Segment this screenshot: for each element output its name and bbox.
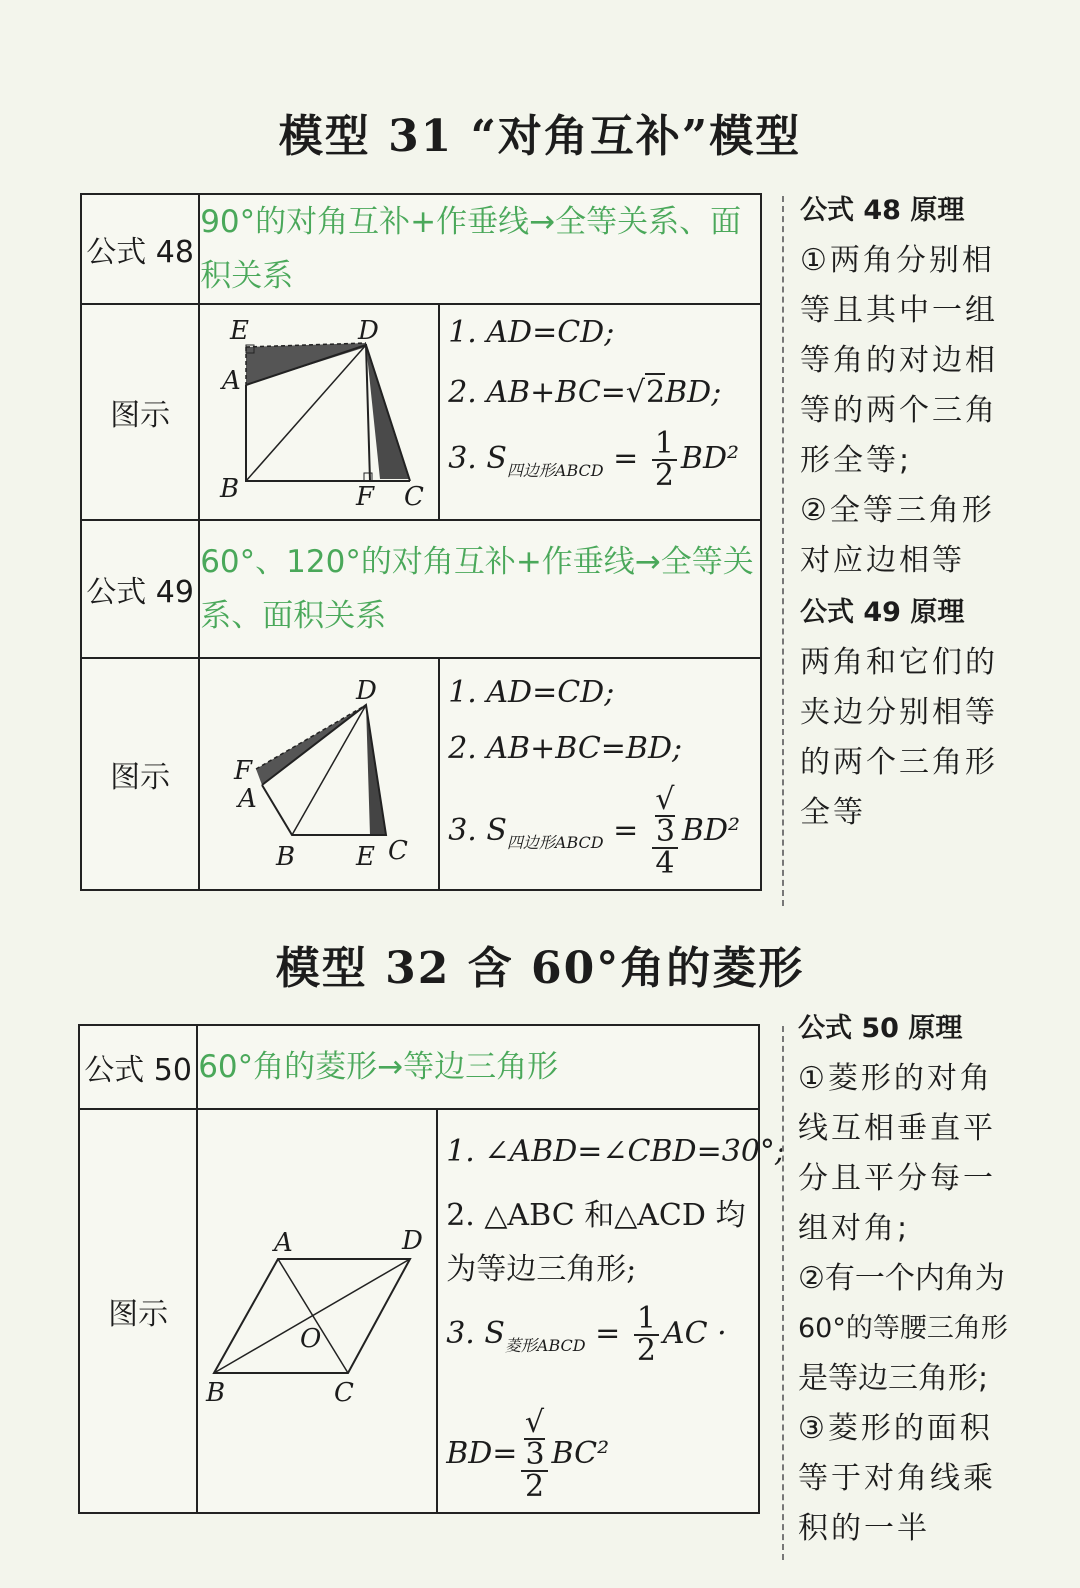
point-A: A [274, 1228, 293, 1258]
point-D: D [358, 316, 380, 346]
point-E: E [230, 316, 250, 346]
side49-line: 夹边分别相等 [800, 695, 998, 730]
side49-line: 全等 [800, 795, 866, 830]
side50-line: 等于对角线乘 [798, 1461, 996, 1496]
point-A: A [222, 366, 241, 396]
formula48-figure-label: 图示 [81, 304, 199, 520]
formula49-figure-label: 图示 [81, 658, 199, 890]
model32-table [78, 1024, 786, 1514]
formula48-diagram [200, 305, 438, 519]
formula49-figure [199, 658, 439, 890]
formula49-diagram [200, 659, 438, 889]
formula50-figure-label: 图示 [79, 1109, 197, 1513]
formula49-line1: 1. AD=CD; [448, 675, 615, 710]
formula50-line4: BD= √ 3 2 BC² [446, 1405, 610, 1504]
side50-line: 是等边三角形; [798, 1361, 989, 1396]
point-A: A [238, 784, 257, 814]
side-note-48 [800, 186, 1010, 586]
formula50-line2a: 2. △ABC 和△ACD 均 [446, 1198, 746, 1233]
model31-table [80, 193, 762, 891]
side50-line: 60°的等腰三角形 [798, 1313, 1008, 1344]
side50-line: ①菱形的对角 [798, 1061, 993, 1096]
point-D: D [402, 1226, 424, 1256]
side-note-49 [800, 588, 1010, 838]
formula48-text: 90°的对角互补+作垂线→全等关系、面积关系 [199, 194, 761, 304]
model31-title: 模型 31 “对角互补”模型 [278, 111, 802, 162]
formula48-line1: 1. AD=CD; [448, 315, 615, 350]
formula49-line2: 2. AB+BC=BD; [448, 731, 683, 766]
point-B: B [220, 474, 240, 504]
side50-line: 积的一半 [798, 1511, 930, 1546]
formula49-line3: 3. $S_{四边形ABCD}$ = √ 3 4 BD² [448, 782, 741, 881]
side48-line: ①两角分别相 [800, 243, 995, 278]
side50-line: ③菱形的面积 [798, 1411, 993, 1446]
side50-line: 分且平分每一 [798, 1161, 996, 1196]
formula48-figure [199, 304, 439, 520]
side-note-50 [798, 1004, 1008, 1554]
side48-line: 等的两个三角 [800, 393, 998, 428]
side49-heading: 公式 49 原理 [800, 597, 965, 628]
side48-line: 对应边相等 [800, 543, 965, 578]
side-divider-1 [782, 196, 784, 906]
side48-line: 等角的对边相 [800, 343, 998, 378]
formula50-line3: 3. $S_{菱形ABCD}$ = $\frac{1}{2}$ AC · [446, 1301, 727, 1368]
formula50-line1: 1. ∠ABD=∠CBD=30°; [446, 1134, 786, 1169]
formula48-line3: 3. $S_{四边形ABCD}$ = $\frac{1}{2}$ BD² [448, 426, 740, 493]
side-divider-2 [782, 1026, 784, 1560]
side48-heading: 公式 48 原理 [800, 195, 965, 226]
point-F: F [234, 756, 253, 786]
point-O: O [300, 1324, 322, 1354]
side50-line: ②有一个内角为 [798, 1261, 1005, 1296]
formula48-results [439, 304, 761, 520]
side49-line: 的两个三角形 [800, 745, 998, 780]
formula50-text: 60°角的菱形→等边三角形 [197, 1025, 759, 1109]
model32-title: 模型 32 含 60°角的菱形 [275, 943, 805, 994]
side48-line: 形全等; [800, 443, 913, 478]
formula50-results [437, 1109, 786, 1513]
point-C: C [404, 482, 425, 512]
side49-line: 两角和它们的 [800, 645, 998, 680]
point-B: B [276, 842, 296, 872]
point-C: C [388, 836, 409, 866]
formula49-text: 60°、120°的对角互补+作垂线→全等关系、面积关系 [199, 520, 761, 658]
formula49-label: 公式 49 [81, 520, 199, 658]
formula50-figure [197, 1109, 437, 1513]
point-F: F [356, 482, 375, 512]
formula49-results [439, 658, 761, 890]
side48-line: ②全等三角形 [800, 493, 995, 528]
point-D: D [356, 676, 378, 706]
side50-heading: 公式 50 原理 [798, 1013, 963, 1044]
side48-line: 等且其中一组 [800, 293, 998, 328]
formula50-diagram [198, 1111, 436, 1511]
point-C: C [334, 1378, 355, 1408]
side50-line: 组对角; [798, 1211, 911, 1246]
formula48-line2: 2. AB+BC=√2BD; [448, 375, 722, 410]
point-E: E [356, 842, 376, 872]
point-B: B [206, 1378, 226, 1408]
formula48-label: 公式 48 [81, 194, 199, 304]
formula50-line2b: 为等边三角形; [446, 1252, 637, 1287]
side50-line: 线互相垂直平 [798, 1111, 996, 1146]
formula50-label: 公式 50 [79, 1025, 197, 1109]
